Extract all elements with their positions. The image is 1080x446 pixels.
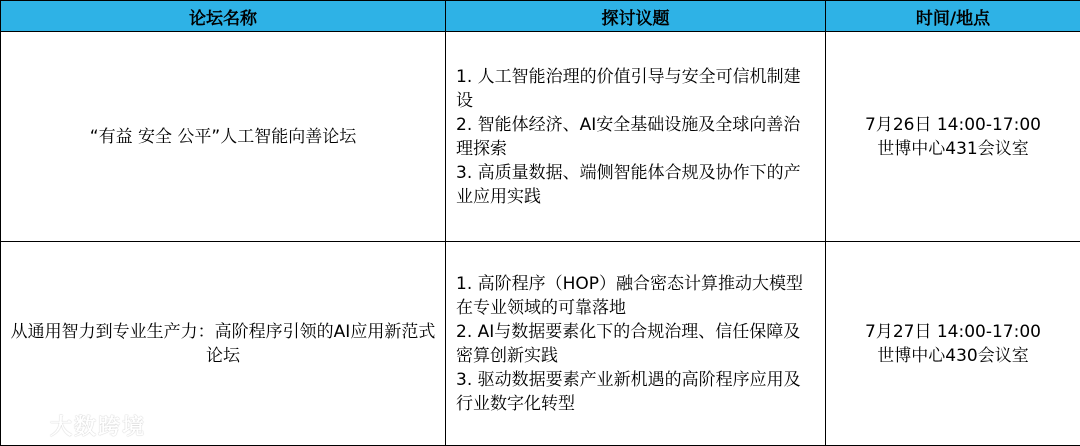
topics-cell bbox=[446, 32, 826, 242]
table-row bbox=[1, 32, 1080, 242]
forum-name-cell: “有益 安全 公平”人工智能向善论坛 bbox=[1, 32, 446, 242]
topic-item: 1. 人工智能治理的价值引导与安全可信机制建设 bbox=[456, 66, 801, 111]
topic-item: 2. 智能体经济、AI安全基础设施及全球向善治理探索 bbox=[456, 114, 801, 159]
header-time-place: 时间/地点 bbox=[826, 1, 1080, 32]
header-forum-name: 论坛名称 bbox=[1, 1, 446, 32]
table-row bbox=[1, 242, 1080, 446]
forum-name-cell: 从通用智力到专业生产力：高阶程序引领的AI应用新范式论坛 bbox=[1, 242, 446, 446]
topic-item: 3. 驱动数据要素产业新机遇的高阶程序应用及行业数字化转型 bbox=[456, 369, 801, 414]
header-row bbox=[1, 1, 1080, 32]
topic-item: 3. 高质量数据、端侧智能体合规及协作下的产业应用实践 bbox=[456, 162, 801, 207]
place-text: 世博中心431会议室 bbox=[877, 138, 1029, 159]
topic-item: 2. AI与数据要素化下的合规治理、信任保障及密算创新实践 bbox=[456, 321, 801, 366]
watermark bbox=[6, 410, 146, 441]
header-topics: 探讨议题 bbox=[446, 1, 826, 32]
time-place-cell bbox=[826, 32, 1080, 242]
time-text: 7月26日 14:00-17:00 bbox=[865, 114, 1041, 135]
watermark-text: 大数跨境 bbox=[50, 415, 147, 440]
place-text: 世博中心430会议室 bbox=[877, 345, 1029, 366]
topic-item: 1. 高阶程序（HOP）融合密态计算推动大模型在专业领域的可靠落地 bbox=[456, 273, 804, 318]
time-text: 7月27日 14:00-17:00 bbox=[865, 321, 1041, 342]
time-place-cell bbox=[826, 242, 1080, 446]
topics-cell bbox=[446, 242, 826, 446]
logo-icon bbox=[6, 413, 44, 439]
